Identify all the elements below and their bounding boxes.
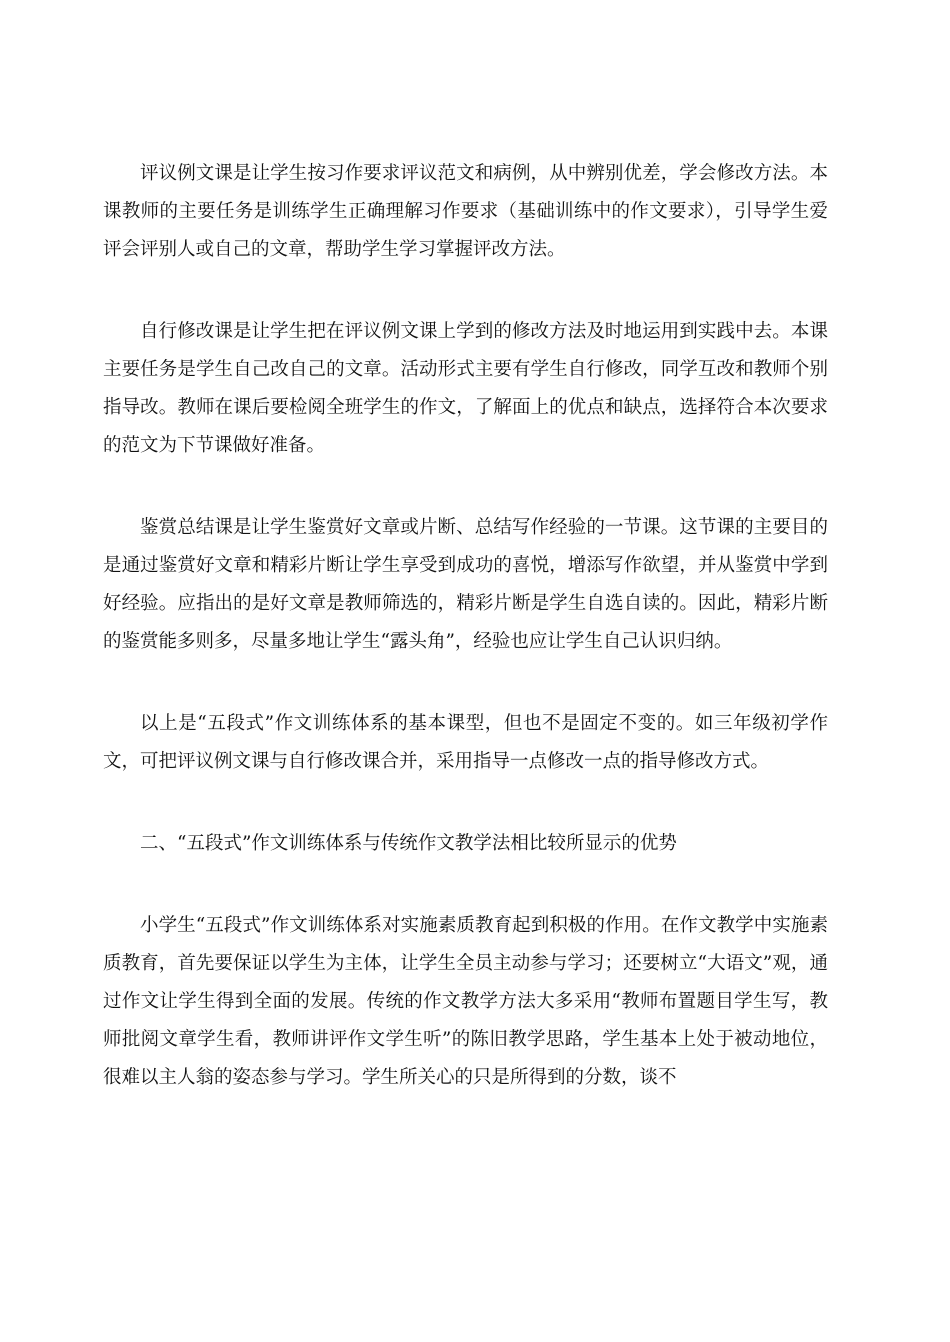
section-heading-advantages: 二、“五段式”作文训练体系与传统作文教学法相比较所显示的优势 — [140, 833, 677, 854]
paragraph-quality-education: 小学生“五段式”作文训练体系对实施素质教育起到积极的作用。在作文教学中实施素质教育，首先要保证以学生为主体，让学生全员主动参与学习；还要树立“大语文”观，通过作文让学生得到全面的发展。传统的作文教学方法大多采用“教师布置题目学生写，教师批阅文章学生看，教师讲评作文学生听”的陈旧教学思路，学生基本上处于被动地位，很难以主人翁的姿态参与学习。学生所关心的只是所得到的分数，谈不 — [103, 915, 828, 1088]
paragraph-review-example-lesson: 评议例文课是让学生按习作要求评议范文和病例，从中辨别优差，学会修改方法。本课教师的主要任务是训练学生正确理解习作要求（基础训练中的作文要求），引导学生爱评会评别人或自己的文章，帮助学生学习掌握评改方法。 — [103, 163, 828, 260]
paragraph-self-revision-lesson: 自行修改课是让学生把在评议例文课上学到的修改方法及时地运用到实践中去。本课主要任务是学生自己改自己的文章。活动形式主要有学生自行修改，同学互改和教师个别指导改。教师在课后要检阅全班学生的作文，了解面上的优点和缺点，选择符合本次要求的范文为下节课做好准备。 — [103, 321, 828, 456]
paragraph-appreciation-summary-lesson: 鉴赏总结课是让学生鉴赏好文章或片断、总结写作经验的一节课。这节课的主要目的是通过鉴赏好文章和精彩片断让学生享受到成功的喜悦，增添写作欲望，并从鉴赏中学到好经验。应指出的是好文章是教师筛选的，精彩片断是学生自选自读的。因此，精彩片断的鉴赏能多则多，尽量多地让学生“露头角”，经验也应让学生自己认识归纳。 — [103, 517, 828, 652]
document-body — [103, 155, 828, 1141]
paragraph-basic-lesson-types: 以上是“五段式”作文训练体系的基本课型，但也不是固定不变的。如三年级初学作文，可把评议例文课与自行修改课合并，采用指导一点修改一点的指导修改方式。 — [103, 713, 828, 772]
